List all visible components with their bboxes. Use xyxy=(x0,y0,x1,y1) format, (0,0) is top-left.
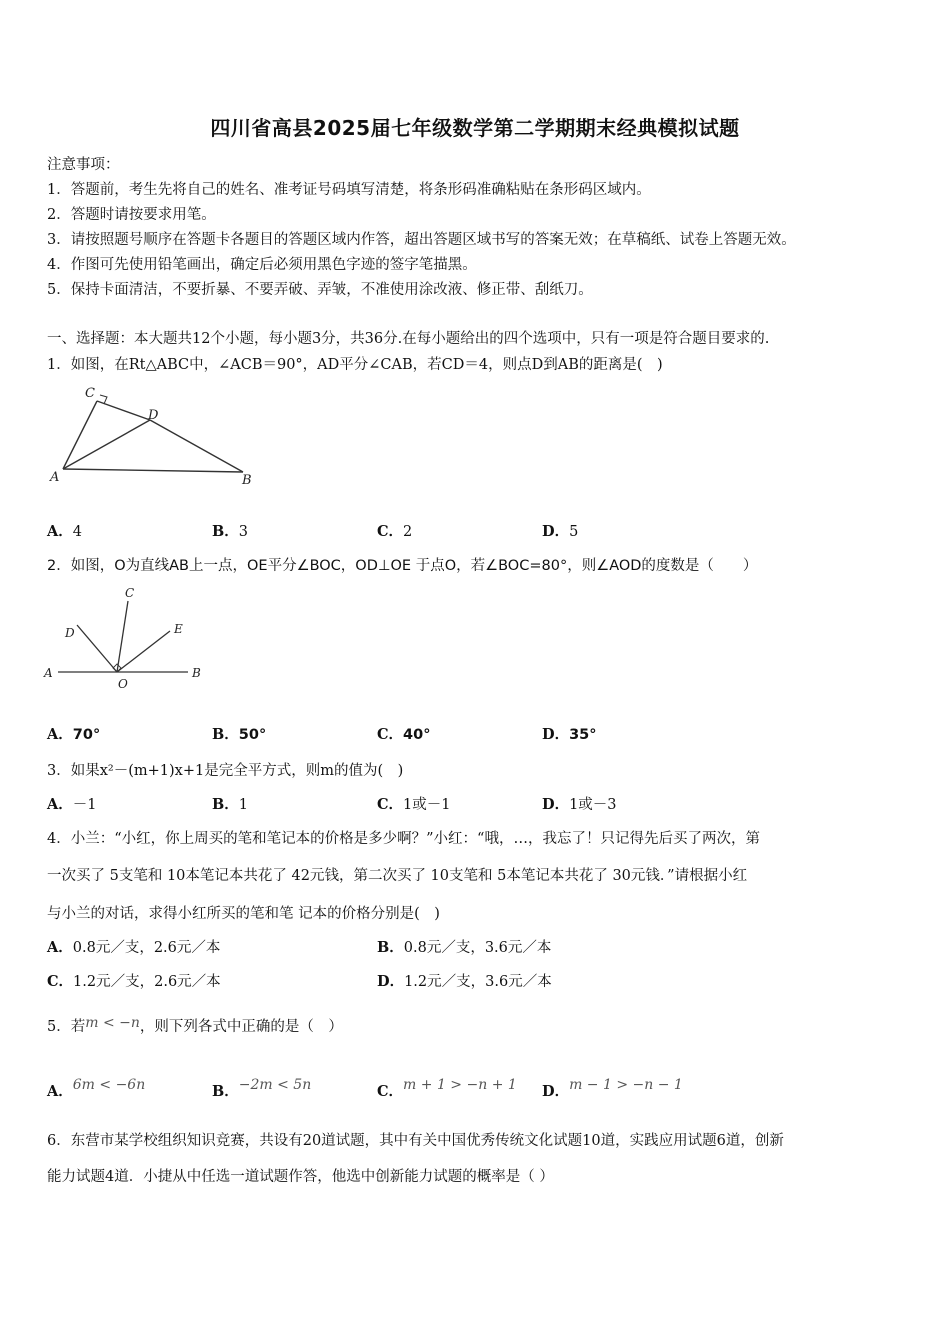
question-6-line: 能力试题4道．小捷从中任选一道试题作答，他选中创新能力试题的概率是（ ） xyxy=(47,1169,554,1185)
q4-option-a[interactable]: A．0.8元／支，2.6元／本 xyxy=(47,939,221,956)
q1-option-d[interactable]: D．5 xyxy=(542,523,579,540)
q1-option-c[interactable]: C．2 xyxy=(377,523,413,540)
q5-option-b[interactable]: B．−2m < 5n xyxy=(212,1077,312,1100)
label-c: C xyxy=(85,386,95,401)
label-a: A xyxy=(44,666,53,680)
label-b: B xyxy=(192,666,201,680)
notice-item: 5．保持卡面清洁，不要折暴、不要弄破、弄皱，不准使用涂改液、修正带、刮纸刀。 xyxy=(47,282,593,298)
question-2-stem: 2．如图，O为直线AB上一点，OE平分∠BOC，OD⊥OE 于点O，若∠BOC=80°，则∠AOD的度数是（ ） xyxy=(47,558,758,574)
q5-option-a[interactable]: A．6m < −6n xyxy=(47,1077,146,1100)
q1-option-b[interactable]: B．3 xyxy=(212,523,248,540)
q2-option-c[interactable]: C．40° xyxy=(377,726,431,743)
question-2-figure xyxy=(40,583,220,693)
label-d: D xyxy=(65,626,75,640)
q4-option-c[interactable]: C．1.2元／支，2.6元／本 xyxy=(47,973,221,990)
section-heading: 一、选择题：本大题共12个小题，每小题3分，共36分.在每小题给出的四个选项中，只有一项是符合题目要求的. xyxy=(47,331,770,347)
q5-option-d[interactable]: D．m − 1 > −n − 1 xyxy=(542,1077,683,1100)
question-6-line: 6．东营市某学校组织知识竞赛，共设有20道试题，其中有关中国优秀传统文化试题10道，实践应用试题6道，创新 xyxy=(47,1133,784,1149)
notice-item: 4．作图可先使用铅笔画出，确定后必须用黑色字迹的签字笔描黑。 xyxy=(47,257,477,273)
label-a: A xyxy=(50,470,60,485)
question-4-line: 4．小兰：“小红，你上周买的笔和笔记本的价格是多少啊？”小红：“哦，…，我忘了！只记得先后买了两次，第 xyxy=(47,831,760,847)
label-c: C xyxy=(125,586,135,600)
q3-option-d[interactable]: D．1或－3 xyxy=(542,796,617,813)
label-e: E xyxy=(174,622,183,636)
question-5-stem: 5．若m < −n，则下列各式中正确的是（ ） xyxy=(47,1015,343,1035)
question-1-stem: 1．如图，在Rt△ABC中，∠ACB＝90°，AD平分∠CAB，若CD＝4，则点D到AB的距离是( ) xyxy=(47,357,663,373)
q2-option-b[interactable]: B．50° xyxy=(212,726,267,743)
notice-item: 1．答题前，考生先将自己的姓名、准考证号码填写清楚，将条形码准确粘贴在条形码区域内。 xyxy=(47,182,651,198)
notice-item: 3．请按照题号顺序在答题卡各题目的答题区域内作答，超出答题区域书写的答案无效；在草稿纸、试卷上答题无效。 xyxy=(47,232,796,248)
question-4-line: 与小兰的对话，求得小红所买的笔和笔 记本的价格分别是( ) xyxy=(47,906,440,922)
page-title: 四川省高县2025届七年级数学第二学期期末经典模拟试题 xyxy=(210,116,740,140)
label-o: O xyxy=(118,677,128,691)
q2-option-d[interactable]: D．35° xyxy=(542,726,597,743)
notice-item: 2．答题时请按要求用笔。 xyxy=(47,207,216,223)
question-4-line: 一次买了 5支笔和 10本笔记本共花了 42元钱，第二次买了 10支笔和 5本笔记本共花了 30元钱．”请根据小红 xyxy=(47,868,748,884)
question-1-figure xyxy=(45,383,265,491)
q1-option-a[interactable]: A．4 xyxy=(47,523,82,540)
q3-option-b[interactable]: B．1 xyxy=(212,796,248,813)
notice-heading: 注意事项： xyxy=(47,157,120,173)
q4-option-b[interactable]: B．0.8元／支，3.6元／本 xyxy=(377,939,552,956)
q3-option-c[interactable]: C．1或－1 xyxy=(377,796,451,813)
label-b: B xyxy=(242,473,252,488)
label-d: D xyxy=(148,408,159,423)
q5-option-c[interactable]: C．m + 1 > −n + 1 xyxy=(377,1077,517,1100)
question-3-stem: 3．如果x²－(m+1)x+1是完全平方式，则m的值为( ) xyxy=(47,763,404,779)
q2-option-a[interactable]: A．70° xyxy=(47,726,101,743)
q3-option-a[interactable]: A．－1 xyxy=(47,796,97,813)
q4-option-d[interactable]: D．1.2元／支，3.6元／本 xyxy=(377,973,552,990)
